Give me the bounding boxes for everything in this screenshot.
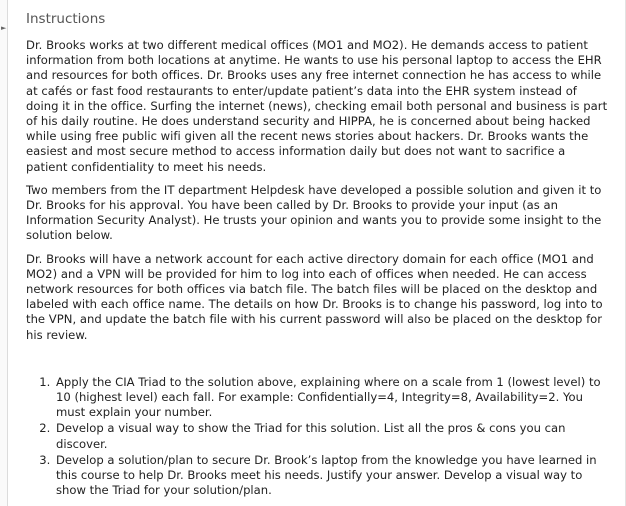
- helpdesk-paragraph: Two members from the IT department Helpdesk have developed a possible solution and given it to Dr. Brooks for his approval. You have been called by Dr. Brooks to provide your input (as an Information Security Analyst). He trusts your opinion and wants you to provide some insight to the solution below.: [26, 182, 602, 243]
- scenario-paragraph: Dr. Brooks works at two different medical offices (MO1 and MO2). He demands access to patient information from both locations at anytime. He wants to use his personal laptop to access the EHR and resources for both offices. Dr. Brooks uses any free internet connection he has access to while at cafés or fast food restaurants to enter/update patient’s data into the EHR system instead of doing it in the office. Surfing the internet (news), checking email both personal and business is part of his daily routine. He does understand security and HIPPA, he is concerned about being hacked while using free public wifi given all the recent news stories about hackers. Dr. Brooks wants the easiest and most secure method to access information daily but does not want to sacrifice a patient confidentiality to meet his needs.: [26, 38, 608, 174]
- spacer: [26, 351, 608, 375]
- question-item: 1. Apply the CIA Triad to the solution above, explaining where on a scale from 1 (lowest level) to 10 (highest level) each fall. For example: Confidentially=4, Integrity=8, Availability=2. You must explain your number.: [54, 375, 608, 421]
- expand-arrow-icon[interactable]: ►: [1, 24, 7, 32]
- solution-paragraph: Dr. Brooks will have a network account for each active directory domain for each office (MO1 and MO2) and a VPN will be provided for him to log into each of offices when needed. He can access network resources for both offices via batch file. The batch files will be placed on the desktop and labeled with each office name. The details on how Dr. Brooks is to change his password, log into to the VPN, and update the batch file with his current password will also be placed on the desktop for his review.: [26, 251, 603, 342]
- page-title: Instructions: [26, 11, 106, 27]
- question-list: [26, 375, 608, 499]
- instructions-content: [26, 10, 608, 499]
- question-item: 3. Develop a solution/plan to secure Dr. Brook’s laptop from the knowledge you have learned in this course to help Dr. Brooks meet his needs. Justify your answer. Develop a visual way to show the Triad for your solution/plan.: [54, 453, 608, 499]
- left-panel-edge: [0, 0, 8, 506]
- question-item: 2. Develop a visual way to show the Triad for this solution. List all the pros & cons you can discover.: [54, 421, 608, 451]
